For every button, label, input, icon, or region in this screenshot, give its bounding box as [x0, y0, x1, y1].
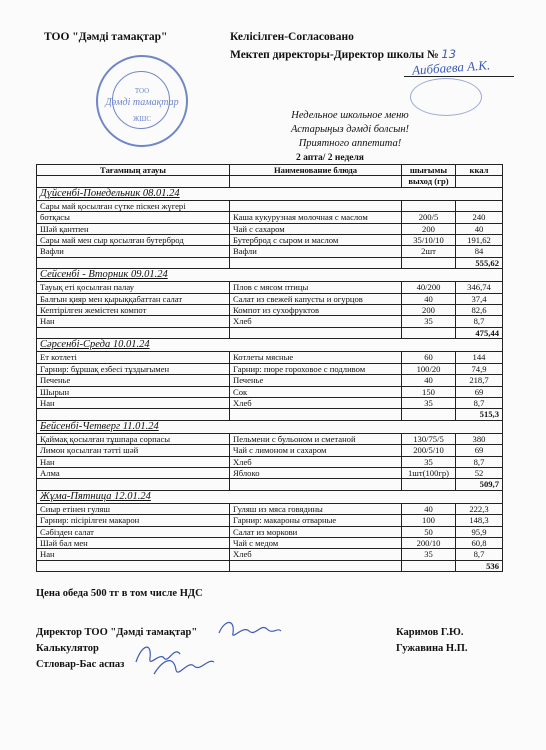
- company-name: ТОО "Дәмді тамақтар": [44, 31, 168, 43]
- menu-row: [37, 467, 503, 478]
- cook-label: Стловар-Бас аспаз: [36, 659, 125, 670]
- dish-kcal: 8,7: [456, 549, 503, 560]
- col-header-kz: Тағамның атауы: [37, 165, 230, 176]
- dish-name-ru: [230, 200, 402, 211]
- menu-row: [37, 212, 503, 223]
- dish-name-kz: Вафли: [37, 246, 230, 257]
- dish-name-ru: Пельмени с бульоном и сметаной: [230, 433, 402, 444]
- total-empty-cell: [402, 257, 456, 268]
- stamp-line-2: Дәмді тамақтар: [105, 97, 179, 108]
- dish-name-kz: Гарнир: пісірілген макарон: [37, 515, 230, 526]
- dish-output: 100: [402, 515, 456, 526]
- dish-output: 130/75/5: [402, 433, 456, 444]
- menu-row: [37, 223, 503, 234]
- dish-name-kz: Нан: [37, 456, 230, 467]
- day-title-row: [37, 490, 503, 503]
- total-empty-cell: [37, 409, 230, 420]
- school-number: 13: [441, 47, 457, 61]
- dish-output: 40/200: [402, 282, 456, 293]
- total-empty-cell: [230, 479, 402, 490]
- dish-name-kz: Нан: [37, 549, 230, 560]
- menu-row: [37, 537, 503, 548]
- agreed-label: Келісілген-Согласовано: [230, 31, 354, 43]
- total-empty-cell: [402, 479, 456, 490]
- dish-name-ru: Чай с медом: [230, 537, 402, 548]
- dish-name-kz: Тауық еті қосылған палау: [37, 282, 230, 293]
- dish-output: 1шт(100гр): [402, 467, 456, 478]
- total-empty-cell: [230, 257, 402, 268]
- day-title: Сәрсенбі-Среда 10.01.24: [37, 339, 503, 352]
- dish-name-ru: Плов с мясом птицы: [230, 282, 402, 293]
- dish-name-ru: Хлеб: [230, 549, 402, 560]
- dish-output: 35: [402, 316, 456, 327]
- day-title-row: [37, 269, 503, 282]
- director-signature: [215, 615, 285, 645]
- dish-kcal: 8,7: [456, 397, 503, 408]
- dish-name-kz: Кептірілген жемістен компот: [37, 305, 230, 316]
- dish-output: 2шт: [402, 246, 456, 257]
- menu-table: [36, 164, 503, 572]
- stamp-line-1: ТОО: [134, 87, 150, 95]
- dish-name-kz: Нан: [37, 316, 230, 327]
- dish-output: 40: [402, 375, 456, 386]
- day-total-kcal: 475,44: [456, 327, 503, 338]
- day-title: Бейсенбі-Четверг 11.01.24: [37, 420, 503, 433]
- col-header-ru: Наименование блюда: [230, 165, 402, 176]
- dish-name-ru: Хлеб: [230, 316, 402, 327]
- dish-kcal: [456, 200, 503, 211]
- dish-kcal: 191,62: [456, 235, 503, 246]
- dish-name-kz: ботқасы: [37, 212, 230, 223]
- dish-name-ru: Гуляш из мяса говядины: [230, 503, 402, 514]
- dish-kcal: 84: [456, 246, 503, 257]
- total-empty-cell: [37, 327, 230, 338]
- dish-kcal: 60,8: [456, 537, 503, 548]
- day-total-kcal: 536: [456, 560, 503, 571]
- total-empty-cell: [230, 560, 402, 571]
- dish-name-kz: Қаймақ қосылған тұшпара сорпасы: [37, 433, 230, 444]
- subheader-output-unit: выход (гр): [402, 176, 456, 187]
- day-title: Жұма-Пятница 12.01.24: [37, 490, 503, 503]
- dish-output: 35: [402, 549, 456, 560]
- subheader-empty-cell: [37, 176, 230, 187]
- dish-name-ru: Печенье: [230, 375, 402, 386]
- menu-row: [37, 235, 503, 246]
- menu-row: [37, 305, 503, 316]
- menu-row: [37, 293, 503, 304]
- table-header-row: [37, 165, 503, 176]
- day-total-row: [37, 409, 503, 420]
- dish-output: 35/10/10: [402, 235, 456, 246]
- menu-row: [37, 363, 503, 374]
- approval-underline: [404, 76, 514, 77]
- dish-name-kz: Ет котлеті: [37, 352, 230, 363]
- total-empty-cell: [37, 560, 230, 571]
- menu-row: [37, 549, 503, 560]
- dish-name-kz: Нан: [37, 397, 230, 408]
- menu-wish-ru: Приятного аппетита!: [298, 138, 402, 149]
- dish-name-kz: Шырын: [37, 386, 230, 397]
- day-title: Дүйсенбі-Понедельник 08.01.24: [37, 187, 503, 200]
- dish-kcal: 380: [456, 433, 503, 444]
- day-total-row: [37, 479, 503, 490]
- dish-kcal: 222,3: [456, 503, 503, 514]
- menu-row: [37, 397, 503, 408]
- dish-name-kz: Сиыр етінен гуляш: [37, 503, 230, 514]
- dish-name-ru: Хлеб: [230, 456, 402, 467]
- menu-row: [37, 246, 503, 257]
- dish-output: 200/10: [402, 537, 456, 548]
- director-approval-signature: Аиббаева А.К.: [411, 57, 491, 78]
- dish-kcal: 8,7: [456, 456, 503, 467]
- menu-row: [37, 375, 503, 386]
- menu-row: [37, 386, 503, 397]
- week-label: 2 апта/ 2 неделя: [296, 153, 364, 163]
- total-empty-cell: [402, 409, 456, 420]
- day-title-row: [37, 187, 503, 200]
- dish-name-kz: Шәй бал мен: [37, 537, 230, 548]
- dish-name-ru: Гарнир: пюре гороховое с подливом: [230, 363, 402, 374]
- subheader-empty-cell: [230, 176, 402, 187]
- dish-output: 100/20: [402, 363, 456, 374]
- dish-output: 200: [402, 305, 456, 316]
- dish-kcal: 95,9: [456, 526, 503, 537]
- calculator-name: Гужавина Н.П.: [396, 643, 468, 654]
- dish-name-ru: Бутерброд с сыром и маслом: [230, 235, 402, 246]
- calculator-label: Калькулятор: [36, 643, 99, 654]
- day-title-row: [37, 420, 503, 433]
- day-total-row: [37, 327, 503, 338]
- menu-row: [37, 445, 503, 456]
- dish-output: 200/5/10: [402, 445, 456, 456]
- menu-table-body: [37, 165, 503, 572]
- dish-output: 200/5: [402, 212, 456, 223]
- dish-kcal: 82,6: [456, 305, 503, 316]
- total-empty-cell: [402, 327, 456, 338]
- dish-name-ru: Сок: [230, 386, 402, 397]
- director-label: Директор ТОО "Дәмді тамақтар": [36, 627, 198, 638]
- dish-name-kz: Лимон қосылған тәтті шәй: [37, 445, 230, 456]
- company-stamp: [96, 55, 188, 147]
- dish-output: 40: [402, 293, 456, 304]
- day-total-kcal: 509,7: [456, 479, 503, 490]
- day-title-row: [37, 339, 503, 352]
- director-name: Каримов Г.Ю.: [396, 627, 464, 638]
- table-subheader-row: [37, 176, 503, 187]
- dish-output: 150: [402, 386, 456, 397]
- menu-row: [37, 316, 503, 327]
- price-note: Цена обеда 500 тг в том числе НДС: [36, 588, 203, 599]
- dish-kcal: 74,9: [456, 363, 503, 374]
- dish-kcal: 240: [456, 212, 503, 223]
- dish-name-ru: Салат из свежей капусты и огурцов: [230, 293, 402, 304]
- dish-output: 50: [402, 526, 456, 537]
- dish-kcal: 37,4: [456, 293, 503, 304]
- dish-name-ru: Каша кукурузная молочная с маслом: [230, 212, 402, 223]
- menu-title: Недельное школьное меню: [291, 110, 409, 121]
- dish-kcal: 40: [456, 223, 503, 234]
- dish-output: 35: [402, 456, 456, 467]
- menu-row: [37, 503, 503, 514]
- dish-output: [402, 200, 456, 211]
- menu-row: [37, 433, 503, 444]
- school-director-line: [230, 47, 456, 61]
- dish-kcal: 8,7: [456, 316, 503, 327]
- total-empty-cell: [402, 560, 456, 571]
- total-empty-cell: [230, 409, 402, 420]
- menu-row: [37, 282, 503, 293]
- dish-name-kz: Балғын қияр мен қырыққабаттан салат: [37, 293, 230, 304]
- menu-row: [37, 352, 503, 363]
- dish-kcal: 52: [456, 467, 503, 478]
- dish-name-kz: Сары май мен сыр қосылған бутерброд: [37, 235, 230, 246]
- dish-name-ru: Хлеб: [230, 397, 402, 408]
- total-empty-cell: [37, 257, 230, 268]
- dish-kcal: 69: [456, 445, 503, 456]
- day-total-row: [37, 257, 503, 268]
- school-director-label: Мектеп директоры-Директор школы №: [230, 49, 439, 61]
- menu-row: [37, 526, 503, 537]
- col-header-output: шығымы: [402, 165, 456, 176]
- dish-output: 40: [402, 503, 456, 514]
- dish-kcal: 144: [456, 352, 503, 363]
- day-total-kcal: 555,62: [456, 257, 503, 268]
- dish-name-ru: Салат из моркови: [230, 526, 402, 537]
- dish-name-kz: Печенье: [37, 375, 230, 386]
- dish-name-ru: Котлеты мясные: [230, 352, 402, 363]
- dish-kcal: 148,3: [456, 515, 503, 526]
- dish-name-kz: Гарнир: бұршақ езбесі тұздығымен: [37, 363, 230, 374]
- dish-name-kz: Алма: [37, 467, 230, 478]
- dish-name-ru: Чай с лимоном и сахаром: [230, 445, 402, 456]
- menu-row: [37, 515, 503, 526]
- menu-row: [37, 200, 503, 211]
- dish-name-ru: Гарнир: макароны отварные: [230, 515, 402, 526]
- dish-kcal: 346,74: [456, 282, 503, 293]
- menu-row: [37, 456, 503, 467]
- total-empty-cell: [230, 327, 402, 338]
- day-total-kcal: 515,3: [456, 409, 503, 420]
- day-total-row: [37, 560, 503, 571]
- dish-name-kz: Сәбізден салат: [37, 526, 230, 537]
- dish-name-ru: Чай с сахаром: [230, 223, 402, 234]
- dish-output: 35: [402, 397, 456, 408]
- dish-output: 200: [402, 223, 456, 234]
- menu-wish-kz: Астарыңыз дәмді болсын!: [290, 124, 410, 135]
- dish-kcal: 218,7: [456, 375, 503, 386]
- dish-kcal: 69: [456, 386, 503, 397]
- stamp-line-3: ЖШС: [132, 115, 151, 123]
- subheader-empty-cell: [456, 176, 503, 187]
- dish-name-kz: Шәй қантпен: [37, 223, 230, 234]
- day-title: Сейсенбі - Вторник 09.01.24: [37, 269, 503, 282]
- dish-output: 60: [402, 352, 456, 363]
- col-header-kcal: ккал: [456, 165, 503, 176]
- total-empty-cell: [37, 479, 230, 490]
- cook-signature: [150, 648, 220, 682]
- dish-name-ru: Компот из сухофруктов: [230, 305, 402, 316]
- dish-name-kz: Сары май қосылған сүтке піскен жүгері: [37, 200, 230, 211]
- dish-name-ru: Яблоко: [230, 467, 402, 478]
- dish-name-ru: Вафли: [230, 246, 402, 257]
